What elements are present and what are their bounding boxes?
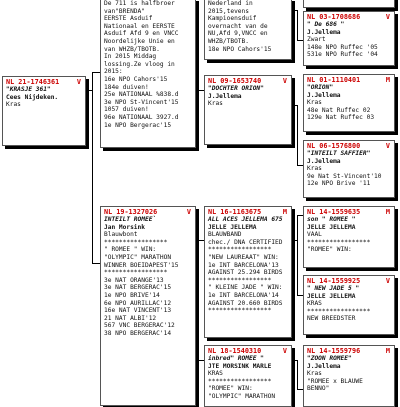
pigeon-card-new-jade[interactable]	[303, 275, 395, 335]
result-line: 16e NAT VINCENT'13	[104, 307, 172, 315]
owner-name: Jan Morsink	[104, 223, 145, 231]
connector-line	[297, 10, 298, 40]
pigeon-card-krasje[interactable]	[2, 76, 86, 146]
result-line: 129e Nat Ruffec 03	[307, 114, 375, 122]
result-line: NEW BREEDSTER	[307, 315, 356, 323]
owner-name: JTE MORSINK MARLE	[208, 362, 272, 370]
ring-number: NL 06-1576800 V	[307, 142, 390, 150]
separator-line: *****************	[307, 307, 371, 315]
description-line: 3e NPO St-Vincent'15	[104, 98, 179, 106]
certification-line: chec./ DNA CERTIFIED	[208, 238, 283, 246]
description-line: 25e NATIONAAL %838.d	[104, 91, 179, 99]
pigeon-name: son " ROMEE "	[307, 216, 356, 223]
pigeon-name: " De 686 "	[307, 21, 345, 28]
pigeon-color: KRAS	[208, 370, 223, 378]
pigeon-color: BLAUWBAND	[208, 231, 242, 239]
pigeon-color: Kras	[307, 370, 322, 378]
separator-line: *****************	[104, 238, 168, 246]
pigeon-name: "ZOON ROMEE"	[307, 355, 352, 362]
result-line: 38 NPO BERGERAC'14	[104, 329, 172, 337]
owner-name: JELLE JELLEMA	[208, 223, 257, 231]
result-line: 21 NAT ALBI'12	[104, 314, 157, 322]
owner-name: JELLE JELLEMA	[307, 292, 356, 300]
description-line: 96e NATIONAAL 3927.d	[104, 113, 179, 121]
result-line: "NEW LAUREAAT" WIN:	[208, 253, 279, 261]
description-line: overnacht van de	[208, 22, 268, 30]
separator-line: *****************	[208, 377, 272, 385]
sex-marker: M	[385, 208, 390, 216]
ring-number: NL 21-1746361 V	[6, 78, 81, 86]
description-line: WHZB/TBOTB.	[208, 37, 249, 45]
pigeon-color: Kras	[307, 99, 322, 107]
sex-marker: V	[282, 77, 287, 85]
result-line: " ROMEE " WIN:	[104, 246, 157, 254]
owner-name: J.Jellema	[307, 362, 341, 370]
connector-line	[297, 215, 298, 295]
result-line: " KLEINE JADE " WIN:	[208, 284, 283, 292]
description-line: 16e NPO Cahors'15	[104, 75, 168, 83]
pigeon-card-dochter-orion[interactable]	[204, 75, 292, 145]
pigeon-color: KRAS	[307, 300, 322, 308]
connector-line	[196, 240, 204, 241]
pigeon-card-686[interactable]	[303, 11, 395, 66]
owner-name: Cees Nijdeken.	[6, 93, 59, 101]
pigeon-card-description[interactable]	[100, 0, 196, 148]
description-line: 2015,tevens	[208, 7, 249, 15]
description-line: NU,Afd 9,VNCC en	[208, 30, 268, 38]
pigeon-color: VAAL	[307, 231, 322, 239]
description-line: EERSTE Asduif	[104, 15, 153, 23]
result-line: "ROMEE x BLAUWE	[307, 377, 363, 385]
result-line: 1e INT BARCELONA'13	[208, 261, 279, 269]
ring-number: NL 14-1559635 M	[307, 208, 390, 216]
description-line: lossing.Ze vloog in	[104, 60, 175, 68]
ring-number: NL 01-1110401 M	[307, 76, 390, 84]
result-line: 3e NAT BERGERAC'15	[104, 284, 172, 292]
pigeon-color: Blauwbont	[104, 231, 138, 239]
description-line: van"BRENDA"	[104, 7, 145, 15]
sex-marker: V	[76, 78, 81, 86]
description-line: 18e NPO Cahors'15	[208, 45, 272, 53]
result-line: 148e NPO Ruffec '05	[307, 43, 378, 51]
sex-marker: M	[385, 76, 390, 84]
sex-marker: M	[282, 208, 287, 216]
connector-line	[297, 105, 298, 165]
pigeon-card-son-romee[interactable]	[303, 206, 395, 268]
pigeon-name: "ORION"	[307, 84, 334, 91]
description-line: In 2015 Middag	[104, 53, 157, 61]
pigeon-color: Kras	[307, 165, 322, 173]
ring-number: NL 18-1540310 V	[208, 347, 287, 355]
ring-number: NL 14-1559925 V	[307, 277, 390, 285]
owner-name: J.Jellema	[307, 91, 341, 99]
result-line: AGAINST 20.660 BIRDS	[208, 299, 283, 307]
result-line: "ROMEE" WIN:	[208, 385, 253, 393]
owner-name: J.Jellema	[307, 157, 341, 165]
result-line: 12e NPO Brive '11	[307, 180, 371, 188]
description-line: 184e duiven!	[104, 83, 149, 91]
pigeon-card-kampioensduif[interactable]	[204, 0, 292, 60]
pigeon-card-top-right[interactable]	[303, 0, 395, 8]
sex-marker: M	[385, 347, 390, 355]
result-line: AGAINST 25.294 BIRDS	[208, 269, 283, 277]
sex-marker: V	[385, 142, 390, 150]
description-line: 1057 duiven!	[104, 106, 149, 114]
pigeon-color: Zwart	[307, 36, 326, 44]
pigeon-name: "DOCHTER ORION"	[208, 85, 264, 92]
pigeon-name: inbred" ROMEE "	[208, 355, 264, 362]
connector-line	[92, 72, 93, 264]
pigeon-name: INTEILT ROMEE`	[104, 216, 157, 223]
result-line: 531e NPO Ruffec '04	[307, 51, 378, 59]
pigeon-card-zoon-romee[interactable]	[303, 345, 395, 407]
pigeon-card-saffier[interactable]	[303, 140, 395, 198]
ring-number: NL 19-1327026 V	[104, 208, 191, 216]
description-line: 2015:	[104, 68, 123, 76]
result-line: 1e NPO BRIVE'14	[104, 291, 160, 299]
pigeon-card-romee[interactable]	[100, 206, 196, 406]
pigeon-name: " NEW JADE 5 "	[307, 285, 360, 292]
result-line: BENNO"	[307, 385, 330, 393]
result-line: 48e Nat Ruffec 02	[307, 106, 371, 114]
separator-line: *****************	[208, 307, 272, 315]
owner-name: J.Jellema	[307, 28, 341, 36]
connector-line	[297, 360, 298, 390]
connector-line	[196, 360, 204, 361]
pigeon-color: Kras	[208, 100, 223, 108]
connector-line	[196, 90, 204, 91]
description-line: van WHZB/TBOTB.	[104, 45, 160, 53]
separator-line: *****************	[208, 246, 272, 254]
owner-name: J.Jellema	[208, 92, 242, 100]
separator-line: *****************	[208, 276, 272, 284]
result-line: "OLYMPIC" MARATHON	[104, 253, 172, 261]
description-line: Noordelijke Unie en	[104, 37, 175, 45]
pigeon-color: Kras	[6, 101, 21, 109]
ring-number: NL 03-1708686 V	[307, 13, 390, 21]
result-line: 567 VNC BERGERAC'12	[104, 322, 175, 330]
pigeon-name: "INTEILT SAFFIER"	[307, 150, 371, 157]
pigeon-card-all-aces[interactable]	[204, 206, 292, 338]
pigeon-card-orion[interactable]	[303, 74, 395, 132]
result-line: 6e NPO AURILLAC'12	[104, 299, 172, 307]
result-line: 1e INT BARCELONA'14	[208, 291, 279, 299]
result-line: 3e NAT ORANGE'13	[104, 276, 164, 284]
description-line: Asduif Afd 9 en VNCC	[104, 30, 179, 38]
result-line: "ROMEE" WIN:	[307, 246, 352, 254]
sex-marker: V	[282, 347, 287, 355]
connector-line	[92, 72, 100, 73]
separator-line: *****************	[307, 238, 371, 246]
owner-name: JELLE JELLEMA	[307, 223, 356, 231]
description-line: Nationaal en EERSTE	[104, 22, 175, 30]
description-line: De 711 is halfbroer	[104, 0, 175, 7]
ring-number: NL 09-1653740 V	[208, 77, 287, 85]
connector-line	[92, 263, 100, 264]
ring-number: NL 14-1559796 M	[307, 347, 390, 355]
result-line: "OLYMPIC" MARATHON	[208, 392, 276, 400]
result-line: 9e Nat St-Vincent'10	[307, 172, 382, 180]
separator-line: *****************	[104, 269, 168, 277]
description-line: Nederland in	[208, 0, 253, 7]
result-line: WINNER BOEIDAPEST'15	[104, 261, 179, 269]
description-line: Kampioensduif	[208, 15, 257, 23]
pigeon-card-inbred-romee[interactable]	[204, 345, 292, 407]
description-line: 1e NPO Bergerac'15	[104, 121, 172, 129]
sex-marker: V	[385, 13, 390, 21]
pigeon-name: "KRASJE 361"	[6, 86, 51, 93]
pigeon-name: ALL ACES JELLEMA 675	[208, 216, 283, 223]
sex-marker: V	[385, 277, 390, 285]
sex-marker: V	[186, 208, 191, 216]
ring-number: NL 16-1163675 M	[208, 208, 287, 216]
